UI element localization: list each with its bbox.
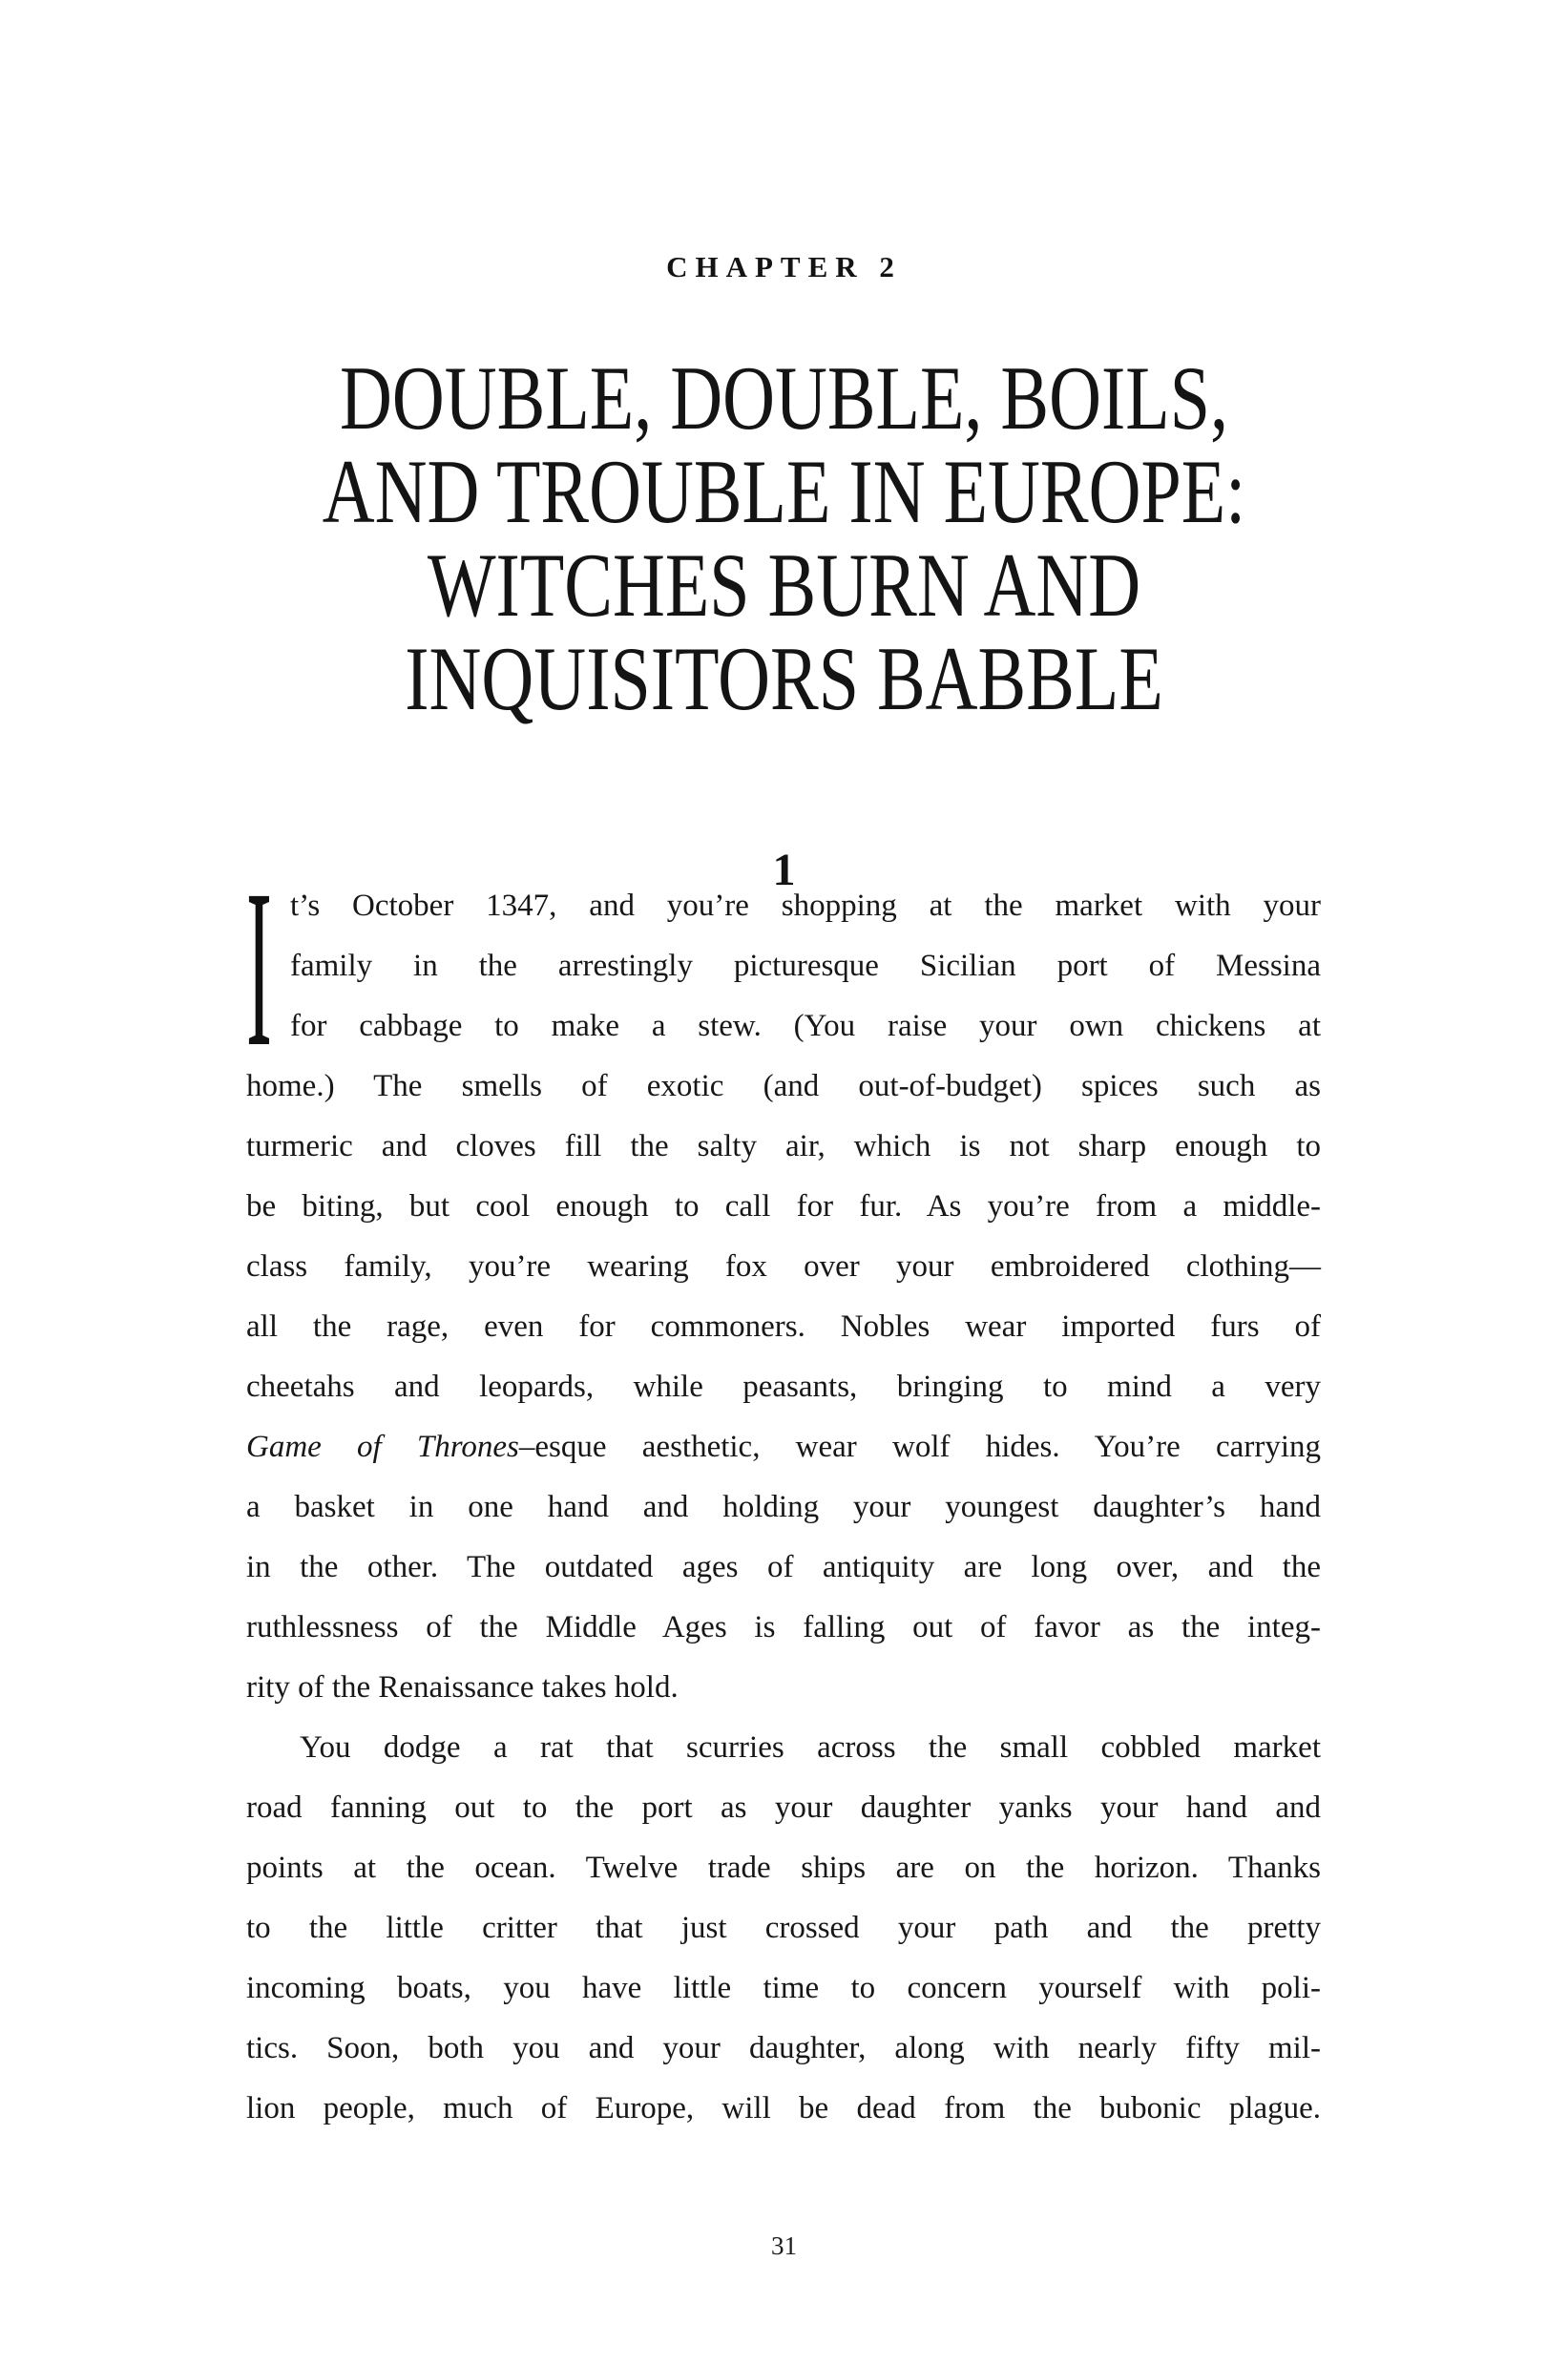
drop-cap [246,844,279,1094]
body-line: home.) The smells of exotic (and out-of-budget) spices such as [246,1069,1321,1103]
paragraph [246,1718,1321,2139]
body-line: Game of Thrones–esque aesthetic, wear wolf hides. You’re carrying [246,1430,1321,1464]
body-line: in the other. The outdated ages of antiquity are long over, and the [246,1550,1321,1584]
body-text [246,844,1321,2139]
body-line: ruthlessness of the Middle Ages is falling out of favor as the integ- [246,1610,1321,1644]
body-line: road fanning out to the port as your daughter yanks your hand and [246,1790,1321,1825]
body-line: all the rage, even for commoners. Nobles wear imported furs of [246,1309,1321,1344]
body-line: You dodge a rat that scurries across the small cobbled market [300,1730,1321,1765]
body-line: to the little critter that just crossed your path and the pretty [246,1911,1321,1945]
drop-cap-letter: I [246,844,272,1094]
paragraph [246,844,1321,1718]
body-line: t’s October 1347, and you’re shopping at the market with your [290,889,1321,923]
chapter-label: CHAPTER 2 [666,250,902,283]
title-line: WITCHES BURN AND [427,534,1141,636]
chapter-title [157,347,1411,729]
page-number: 31 [771,2231,797,2260]
body-line: lion people, much of Europe, will be dead from the bubonic plague. [246,2091,1321,2125]
body-line: cheetahs and leopards, while peasants, bringing to mind a very [246,1370,1321,1404]
body-line: be biting, but cool enough to call for fur. As you’re from a middle- [246,1189,1321,1224]
body-line: turmeric and cloves fill the salty air, which is not sharp enough to [246,1129,1321,1163]
body-line: tics. Soon, both you and your daughter, along with nearly fifty mil- [246,2031,1321,2065]
body-line: for cabbage to make a stew. (You raise your own chickens at [290,1009,1321,1043]
body-line: points at the ocean. Twelve trade ships are on the horizon. Thanks [246,1851,1321,1885]
title-line: DOUBLE, DOUBLE, BOILS, [340,347,1228,449]
body-line: family in the arrestingly picturesque Sicilian port of Messina [290,949,1321,983]
title-line: AND TROUBLE IN EUROPE: [322,441,1246,542]
body-line: incoming boats, you have little time to concern yourself with poli- [246,1971,1321,2005]
body-line: class family, you’re wearing fox over your embroidered clothing— [246,1249,1321,1284]
title-line: INQUISITORS BABBLE [405,628,1163,729]
section-number: 1 [772,845,796,895]
body-line: a basket in one hand and holding your youngest daughter’s hand [246,1490,1321,1524]
body-line: rity of the Renaissance takes hold. [246,1670,679,1705]
